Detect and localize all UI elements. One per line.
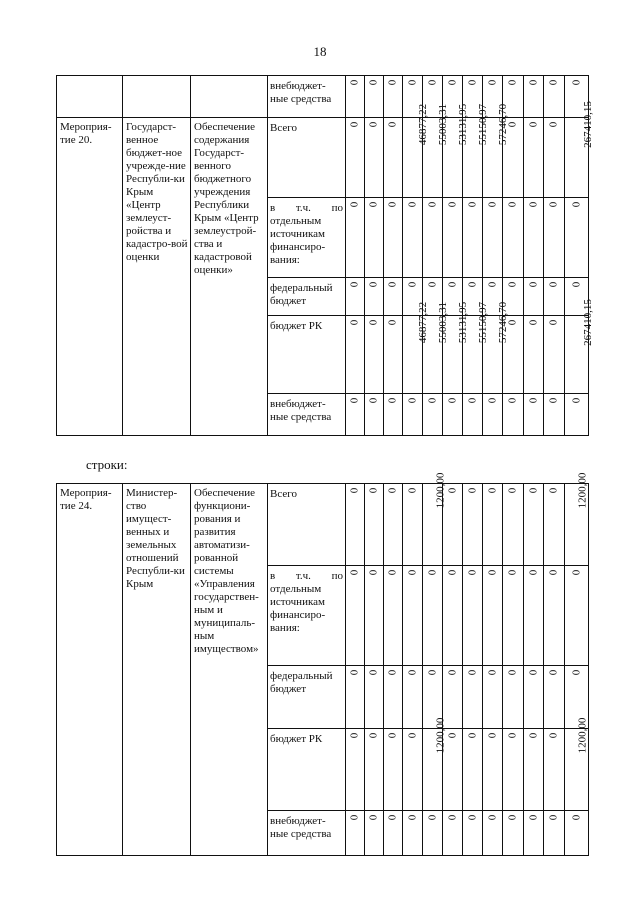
value-cell: 0 bbox=[346, 811, 365, 856]
value-cell: 0 bbox=[524, 76, 544, 118]
value-cell: 0 bbox=[544, 316, 565, 394]
value-cell: 0 bbox=[443, 729, 463, 811]
value-cell: 0 bbox=[483, 729, 503, 811]
value-cell: 1200,00 bbox=[565, 729, 589, 811]
value-cell: 0 bbox=[443, 394, 463, 436]
value-cell: 0 bbox=[544, 729, 565, 811]
value-cell: 0 bbox=[503, 76, 524, 118]
funding-source: федеральный бюджет bbox=[268, 666, 346, 729]
value-cell: 0 bbox=[423, 811, 443, 856]
value-cell: 0 bbox=[423, 76, 443, 118]
value-cell: 0 bbox=[544, 811, 565, 856]
value-cell: 57246,70 bbox=[483, 118, 503, 198]
value-cell: 0 bbox=[524, 666, 544, 729]
funding-source: в т.ч. по отдельным источникам финансиро-вания: bbox=[268, 566, 346, 666]
value-cell: 0 bbox=[365, 316, 384, 394]
value-cell: 0 bbox=[524, 118, 544, 198]
value-cell: 0 bbox=[544, 76, 565, 118]
value-cell: 0 bbox=[544, 118, 565, 198]
value-cell: 0 bbox=[443, 666, 463, 729]
value-cell: 0 bbox=[503, 278, 524, 316]
value-cell: 0 bbox=[365, 394, 384, 436]
funding-source: федеральный бюджет bbox=[268, 278, 346, 316]
funding-source: бюджет РК bbox=[268, 729, 346, 811]
value-cell: 0 bbox=[463, 198, 483, 278]
value-cell: 0 bbox=[524, 729, 544, 811]
value-cell: 0 bbox=[403, 76, 423, 118]
value-cell: 55150,97 bbox=[463, 316, 483, 394]
value-cell: 0 bbox=[423, 666, 443, 729]
value-cell: 0 bbox=[524, 198, 544, 278]
value-cell: 0 bbox=[503, 484, 524, 566]
budget-table-measure-24 bbox=[56, 472, 589, 856]
value-cell: 0 bbox=[365, 484, 384, 566]
value-cell: 1200,00 bbox=[423, 484, 443, 566]
value-cell: 0 bbox=[524, 484, 544, 566]
value-cell: 0 bbox=[346, 316, 365, 394]
value-cell: 0 bbox=[365, 76, 384, 118]
table-row bbox=[57, 484, 589, 566]
measure-description: Обеспечение функциони-рования и развития автоматизи-рованной системы «Управления государствен-ным и муниципаль-ным имуществом» bbox=[191, 484, 268, 856]
value-cell: 0 bbox=[346, 484, 365, 566]
value-cell: 0 bbox=[365, 566, 384, 666]
value-cell: 0 bbox=[503, 198, 524, 278]
value-cell: 0 bbox=[565, 278, 589, 316]
value-cell: 0 bbox=[423, 278, 443, 316]
value-cell: 0 bbox=[463, 666, 483, 729]
value-cell: 0 bbox=[463, 729, 483, 811]
value-cell: 0 bbox=[346, 566, 365, 666]
measure-number: Мероприя-тие 20. bbox=[57, 118, 123, 436]
value-cell: 0 bbox=[463, 811, 483, 856]
value-cell: 0 bbox=[463, 278, 483, 316]
value-cell: 0 bbox=[524, 566, 544, 666]
value-cell: 0 bbox=[423, 198, 443, 278]
value-cell: 0 bbox=[365, 198, 384, 278]
value-cell: 0 bbox=[503, 118, 524, 198]
funding-source: Всего bbox=[268, 118, 346, 198]
funding-source: в т.ч. по отдельным источникам финансиро-вания: bbox=[268, 198, 346, 278]
funding-source: внебюджет-ные средства bbox=[268, 811, 346, 856]
value-cell: 0 bbox=[544, 278, 565, 316]
value-cell: 0 bbox=[423, 394, 443, 436]
value-cell: 0 bbox=[403, 566, 423, 666]
value-cell: 0 bbox=[443, 278, 463, 316]
value-cell: 0 bbox=[384, 394, 403, 436]
value-cell: 267410,15 bbox=[565, 118, 589, 198]
value-cell: 0 bbox=[346, 118, 365, 198]
value-cell: 0 bbox=[403, 394, 423, 436]
budget-table-measure-20 bbox=[56, 75, 594, 436]
funding-source: бюджет РК bbox=[268, 316, 346, 394]
value-cell: 0 bbox=[503, 811, 524, 856]
value-cell: 0 bbox=[403, 278, 423, 316]
value-cell: 0 bbox=[565, 198, 589, 278]
value-cell: 0 bbox=[365, 118, 384, 198]
value-cell: 0 bbox=[483, 278, 503, 316]
value-cell: 267410,15 bbox=[565, 316, 589, 394]
empty-cell bbox=[123, 76, 191, 118]
value-cell: 0 bbox=[384, 566, 403, 666]
value-cell: 0 bbox=[463, 76, 483, 118]
funding-source: внебюджет-ные средства bbox=[268, 76, 346, 118]
value-cell: 0 bbox=[544, 484, 565, 566]
value-cell: 0 bbox=[384, 811, 403, 856]
value-cell: 0 bbox=[483, 76, 503, 118]
value-cell: 0 bbox=[565, 666, 589, 729]
empty-cell bbox=[191, 76, 268, 118]
value-cell: 0 bbox=[544, 198, 565, 278]
value-cell: 0 bbox=[346, 198, 365, 278]
value-cell: 0 bbox=[403, 198, 423, 278]
value-cell: 0 bbox=[403, 729, 423, 811]
measure-executor: Государст-венное бюджет-ное учрежде-ние Республи-ки Крым «Центр землеуст-ройства и кадастро-вой оценки bbox=[123, 118, 191, 436]
value-cell: 0 bbox=[346, 76, 365, 118]
value-cell: 0 bbox=[565, 811, 589, 856]
funding-source: внебюджет-ные средства bbox=[268, 394, 346, 436]
measure-description: Обеспечение содержания Государст-венного бюджетного учреждения Республики Крым «Центр землеустрой-ства и кадастровой оценки» bbox=[191, 118, 268, 436]
value-cell: 55150,97 bbox=[463, 118, 483, 198]
value-cell: 0 bbox=[524, 278, 544, 316]
value-cell: 0 bbox=[346, 278, 365, 316]
value-cell: 0 bbox=[463, 484, 483, 566]
value-cell: 0 bbox=[384, 118, 403, 198]
value-cell: 0 bbox=[463, 394, 483, 436]
value-cell: 53131,95 bbox=[443, 316, 463, 394]
value-cell: 0 bbox=[544, 566, 565, 666]
funding-source: Всего bbox=[268, 484, 346, 566]
value-cell: 0 bbox=[483, 484, 503, 566]
value-cell: 0 bbox=[365, 729, 384, 811]
caption-rows: строки: bbox=[86, 457, 128, 472]
value-cell: 0 bbox=[443, 484, 463, 566]
value-cell: 0 bbox=[483, 198, 503, 278]
value-cell: 0 bbox=[346, 666, 365, 729]
value-cell: 0 bbox=[365, 811, 384, 856]
value-cell: 0 bbox=[346, 729, 365, 811]
value-cell: 0 bbox=[544, 394, 565, 436]
value-cell: 0 bbox=[384, 278, 403, 316]
value-cell: 0 bbox=[443, 811, 463, 856]
value-cell: 0 bbox=[384, 666, 403, 729]
value-cell: 0 bbox=[384, 484, 403, 566]
value-cell: 0 bbox=[443, 198, 463, 278]
value-cell: 0 bbox=[384, 316, 403, 394]
measure-executor: Министер-ство имущест-венных и земельных отношений Республи-ки Крым bbox=[123, 484, 191, 856]
value-cell: 0 bbox=[384, 729, 403, 811]
empty-cell bbox=[57, 76, 123, 118]
value-cell: 0 bbox=[524, 394, 544, 436]
value-cell: 1200,00 bbox=[565, 484, 589, 566]
value-cell: 0 bbox=[524, 316, 544, 394]
value-cell: 0 bbox=[503, 566, 524, 666]
value-cell: 0 bbox=[565, 566, 589, 666]
value-cell: 0 bbox=[403, 666, 423, 729]
measure-number: Мероприя-тие 24. bbox=[57, 484, 123, 856]
value-cell: 46877,22 bbox=[403, 118, 423, 198]
value-cell: 1200,00 bbox=[423, 729, 443, 811]
value-cell: 0 bbox=[443, 76, 463, 118]
value-cell: 0 bbox=[503, 729, 524, 811]
value-cell: 0 bbox=[524, 811, 544, 856]
value-cell: 0 bbox=[403, 811, 423, 856]
value-cell: 57246,70 bbox=[483, 316, 503, 394]
value-cell: 0 bbox=[544, 666, 565, 729]
value-cell: 0 bbox=[443, 566, 463, 666]
page-number: 18 bbox=[313, 44, 327, 59]
value-cell: 46877,22 bbox=[403, 316, 423, 394]
value-cell: 0 bbox=[565, 394, 589, 436]
value-cell: 0 bbox=[365, 278, 384, 316]
value-cell: 0 bbox=[423, 566, 443, 666]
value-cell: 0 bbox=[483, 566, 503, 666]
value-cell: 0 bbox=[503, 666, 524, 729]
value-cell: 0 bbox=[483, 811, 503, 856]
value-cell: 55003,31 bbox=[423, 316, 443, 394]
table-row bbox=[57, 118, 589, 198]
value-cell: 0 bbox=[384, 198, 403, 278]
value-cell: 0 bbox=[463, 566, 483, 666]
value-cell: 0 bbox=[565, 76, 589, 118]
value-cell: 55003,31 bbox=[423, 118, 443, 198]
value-cell: 53131,95 bbox=[443, 118, 463, 198]
value-cell: 0 bbox=[365, 666, 384, 729]
value-cell: 0 bbox=[483, 666, 503, 729]
value-cell: 0 bbox=[403, 484, 423, 566]
value-cell: 0 bbox=[503, 394, 524, 436]
value-cell: 0 bbox=[503, 316, 524, 394]
value-cell: 0 bbox=[483, 394, 503, 436]
value-cell: 0 bbox=[346, 394, 365, 436]
value-cell: 0 bbox=[384, 76, 403, 118]
